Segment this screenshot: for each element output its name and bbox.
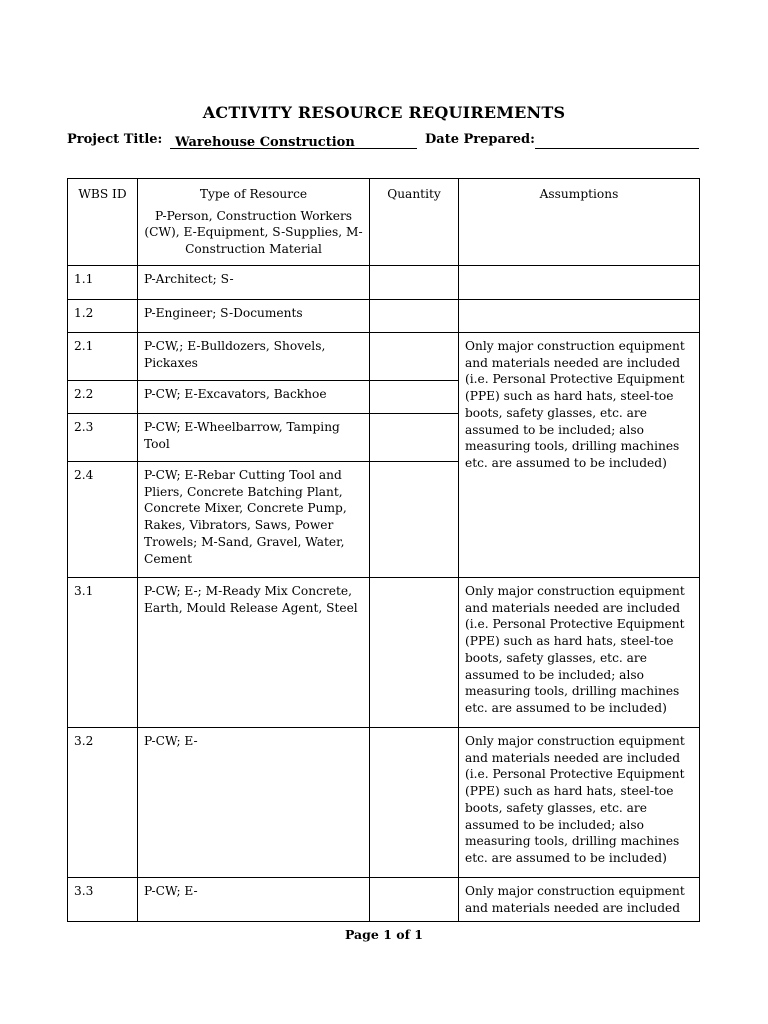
cell-quantity[interactable]: [370, 300, 459, 333]
page-footer: Page 1 of 1: [344, 927, 424, 942]
cell-wbs-id: 1.2: [68, 300, 138, 333]
table-row: [68, 266, 700, 300]
cell-wbs-id: 2.4: [68, 462, 138, 578]
header-type-of-resource: [138, 179, 370, 266]
resource-table: [67, 178, 700, 922]
table-row: [68, 878, 700, 922]
date-prepared-field[interactable]: [535, 131, 699, 149]
cell-resource: P-CW; E-; M-Ready Mix Concrete, Earth, Mould Release Agent, Steel: [138, 578, 370, 728]
cell-assumptions-group-2: Only major construction equipment and materials needed are included (i.e. Personal Protective Equipment (PPE) such as hard hats, steel-toe boots, safety glasses, etc. are assumed to be included; also measuring tools, drilling machines etc. are assumed to be included): [459, 333, 700, 578]
cell-quantity[interactable]: [370, 414, 459, 462]
table-row: [68, 300, 700, 333]
cell-wbs-id: 3.3: [68, 878, 138, 922]
cell-resource: P-Engineer; S-Documents: [138, 300, 370, 333]
cell-wbs-id: 3.2: [68, 728, 138, 878]
cell-wbs-id: 2.1: [68, 333, 138, 381]
header-type-of-resource-label: Type of Resource: [199, 187, 308, 201]
cell-resource: P-CW; E-Rebar Cutting Tool and Pliers, Concrete Batching Plant, Concrete Mixer, Concrete Pump, Rakes, Vibrators, Saws, Power Trowels; M-Sand, Gravel, Water, Cement: [138, 462, 370, 578]
cell-assumptions: Only major construction equipment and materials needed are included: [459, 878, 700, 922]
cell-assumptions[interactable]: [459, 300, 700, 333]
cell-resource: P-CW,; E-Bulldozers, Shovels, Pickaxes: [138, 333, 370, 381]
cell-quantity[interactable]: [370, 381, 459, 414]
project-title-field[interactable]: [170, 131, 417, 149]
cell-quantity[interactable]: [370, 462, 459, 578]
cell-wbs-id: 1.1: [68, 266, 138, 300]
cell-quantity[interactable]: [370, 333, 459, 381]
cell-resource: P-CW; E-: [138, 878, 370, 922]
cell-quantity[interactable]: [370, 266, 459, 300]
cell-wbs-id: 2.2: [68, 381, 138, 414]
cell-assumptions[interactable]: [459, 266, 700, 300]
cell-resource: P-CW; E-Wheelbarrow, Tamping Tool: [138, 414, 370, 462]
project-title-label: Project Title:: [67, 132, 163, 147]
cell-quantity[interactable]: [370, 728, 459, 878]
header-type-of-resource-note: P-Person, Construction Workers (CW), E-Equipment, S-Supplies, M-Construction Material: [144, 208, 363, 257]
header-assumptions: Assumptions: [459, 179, 700, 266]
project-title-value: Warehouse Construction: [175, 135, 355, 150]
table-row: [68, 333, 700, 381]
cell-wbs-id: 2.3: [68, 414, 138, 462]
cell-resource: P-Architect; S-: [138, 266, 370, 300]
cell-quantity[interactable]: [370, 578, 459, 728]
cell-assumptions: Only major construction equipment and materials needed are included (i.e. Personal Protective Equipment (PPE) such as hard hats, steel-toe boots, safety glasses, etc. are assumed to be included; also measuring tools, drilling machines etc. are assumed to be included): [459, 728, 700, 878]
date-prepared-label: Date Prepared:: [425, 132, 535, 147]
table-row: [68, 728, 700, 878]
cell-quantity[interactable]: [370, 878, 459, 922]
cell-wbs-id: 3.1: [68, 578, 138, 728]
header-quantity: Quantity: [370, 179, 459, 266]
document-title: ACTIVITY RESOURCE REQUIREMENTS: [202, 103, 566, 122]
table-header-row: [68, 179, 700, 266]
header-wbs-id: WBS ID: [68, 179, 138, 266]
cell-resource: P-CW; E-: [138, 728, 370, 878]
cell-assumptions: Only major construction equipment and materials needed are included (i.e. Personal Protective Equipment (PPE) such as hard hats, steel-toe boots, safety glasses, etc. are assumed to be included; also measuring tools, drilling machines etc. are assumed to be included): [459, 578, 700, 728]
cell-resource: P-CW; E-Excavators, Backhoe: [138, 381, 370, 414]
table-row: [68, 578, 700, 728]
